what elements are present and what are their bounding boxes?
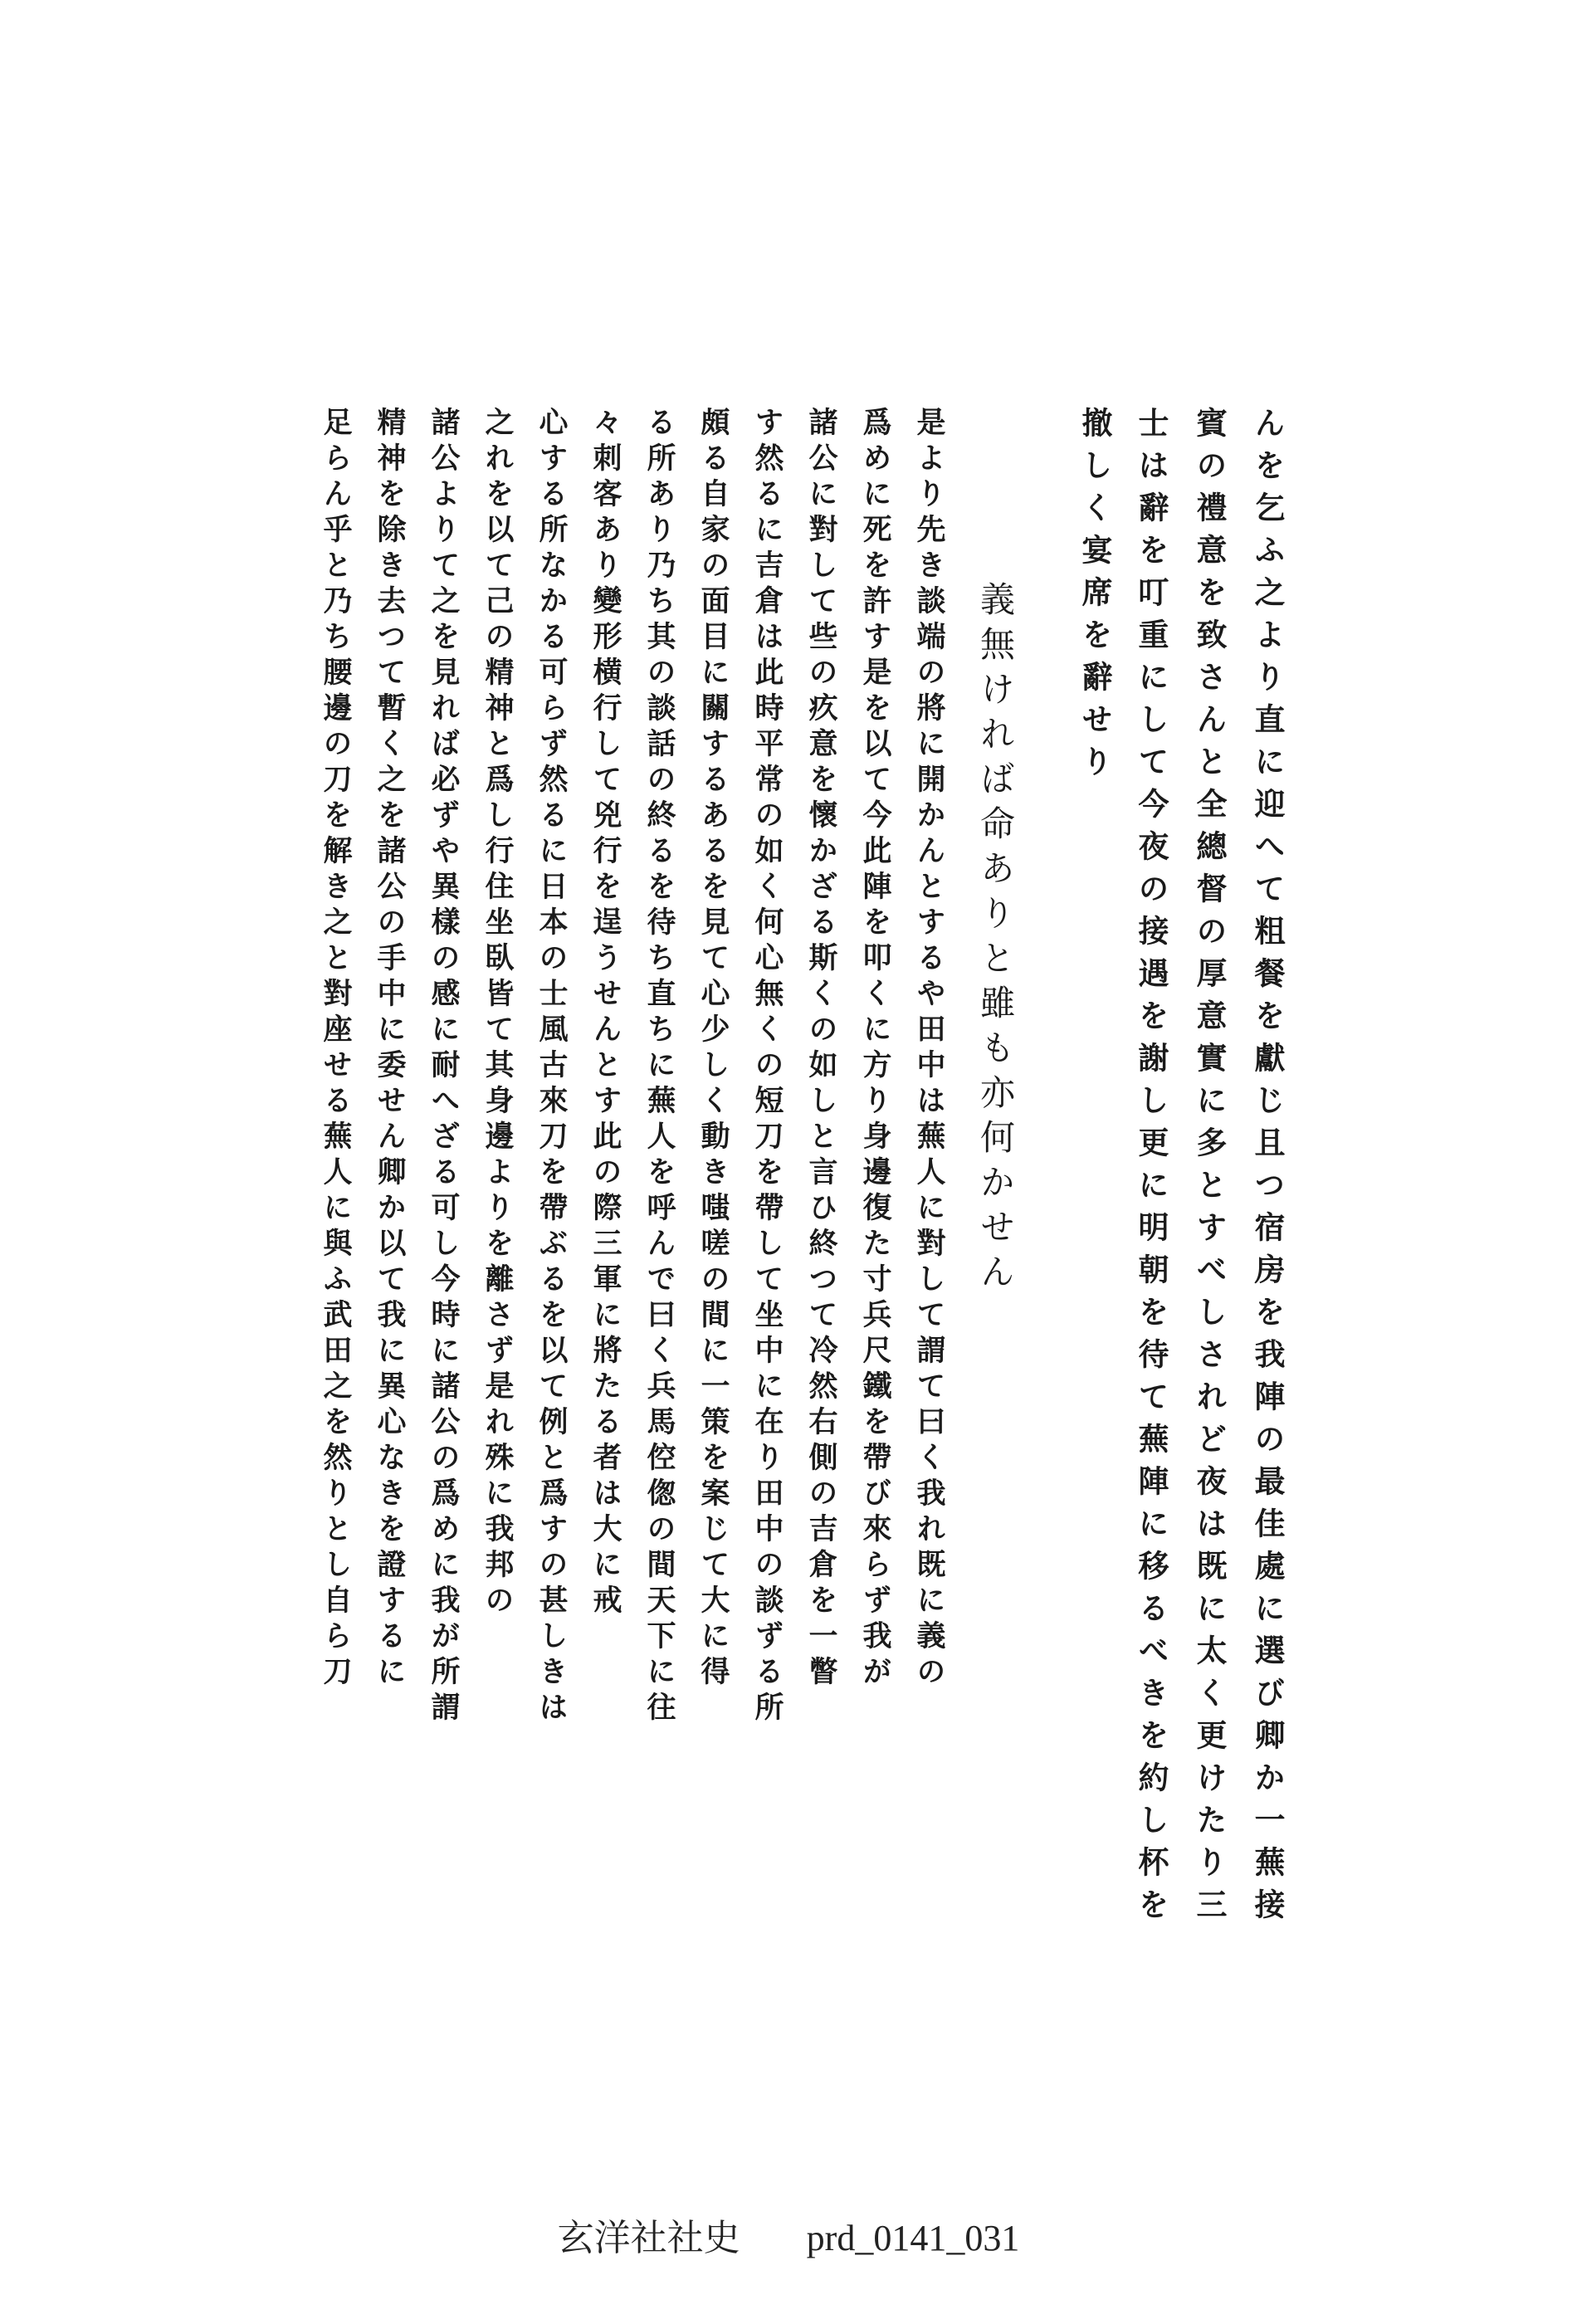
text-column: んを乞ふ之より直に迎へて粗餐を獻じ且つ宿房を我陣の最佳處に選び卿か一蕪接 [1249,407,1286,1931]
text-column: 賓の禮意を致さんと全總督の厚意實に多とすべしされど夜は既に太く更けたり三 [1191,407,1228,1931]
footer-page-id: prd_0141_031 [806,2218,1020,2258]
text-column: る所あり乃ち其の談話の終るを待ち直ちに蕪人を呼んで曰く兵馬倥偬の間天下に往 [642,407,676,1727]
text-column: 心する所なかる可らず然るに日本の士風古來刀を帶ぶるを以て例と爲すの甚しきは [535,407,569,1727]
text-column: す然るに吉倉は此時平常の如く何心無くの短刀を帶して坐中に在り田中の談ずる所 [750,407,784,1727]
text-column: 々刺客あり變形横行して兇行を逞うせんとす此の際三軍に將たる者は大に戒 [588,407,622,1620]
text-column: 撤しく宴席を辭せり [1077,407,1113,788]
text-column: 足らん乎と乃ち腰邊の刀を解き之と對座せる蕪人に與ふ武田之を然りとし自ら刀 [319,407,353,1692]
text-column: 士は辭を叮重にして今夜の接遇を謝し更に明朝を待て蕪陣に移るべきを約し杯を [1133,407,1169,1931]
footer-publisher: 玄洋社社史 [557,2218,740,2258]
text-column: 頗る自家の面目に關するあるを見て心少しく動き嗤嗟の間に一策を案じて大に得 [696,407,730,1692]
text-column: 之れを以て己の精神と爲し行住坐臥皆て其身邊よりを離さず是れ殊に我邦の [481,407,515,1620]
text-column: 諸公に對して些の疚意を懷かざる斯くの如しと言ひ終つて冷然右側の吉倉を一瞥 [804,407,838,1692]
text-column: 諸公よりて之を見れば必ずや異樣の感に耐へざる可し今時に諸公の爲めに我が所謂 [427,407,461,1727]
emphasis-line: 義無ければ命ありと雖も亦何かせん [975,581,1016,1298]
text-column: 精神を除き去つて暫く之を諸公の手中に委せん卿か以て我に異心なきを證するに [373,407,407,1692]
page-footer [0,2208,1577,2261]
text-column: 是より先き談端の將に開かんとするや田中は蕪人に對して謂て曰く我れ既に義の [912,407,946,1692]
text-column: 爲めに死を許す是を以て今此陣を叩くに方り身邊復た寸兵尺鐵を帶び來らず我が [858,407,892,1692]
